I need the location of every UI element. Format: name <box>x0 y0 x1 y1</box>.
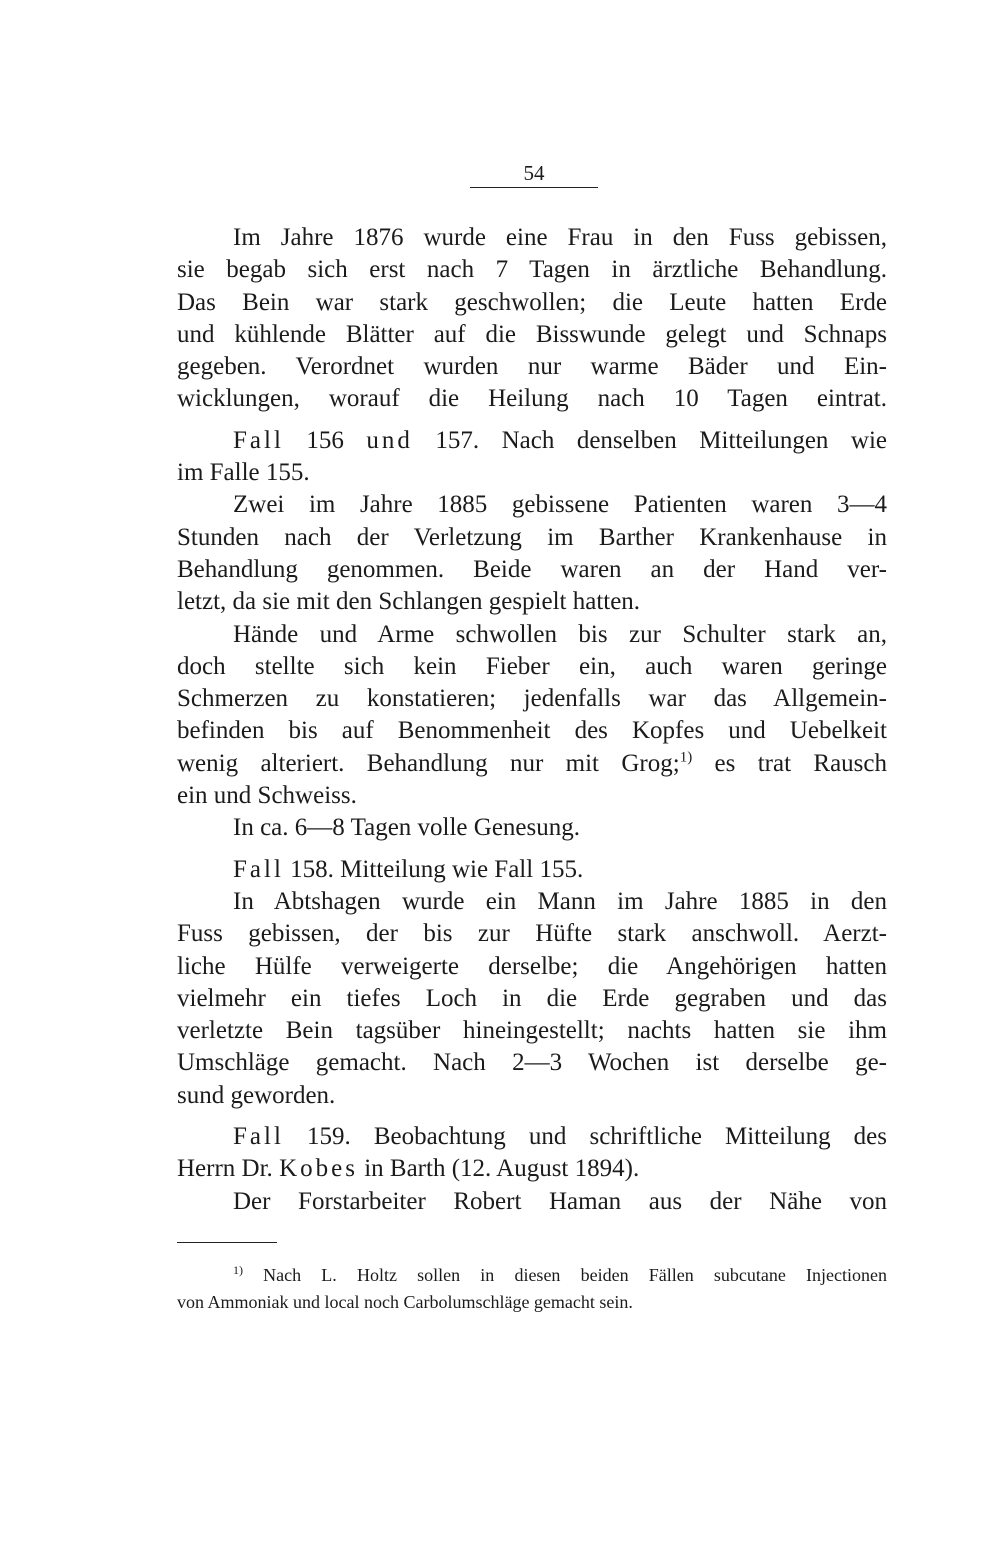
footnote-marker: 1) <box>679 749 693 766</box>
text-segment: befinden bis auf Benommenheit des Kopfes und Uebelkeit <box>177 717 887 745</box>
text-line <box>177 683 887 715</box>
text-segment: 157. Nach denselben Mitteilungen wie <box>412 426 887 454</box>
text-segment: doch stellte sich kein Fieber ein, auch waren geringe <box>177 652 887 680</box>
text-line <box>177 983 887 1015</box>
text-segment: Im Jahre 1876 wurde eine Frau in den Fuss gebissen, <box>233 224 887 251</box>
text-segment: in Barth (12. August 1894). <box>357 1155 640 1183</box>
text-segment: ein und Schweiss. <box>177 782 357 810</box>
spaced-text: und <box>366 426 413 454</box>
text-line <box>177 319 887 351</box>
spaced-text: Fall <box>233 1123 284 1151</box>
text-segment: Fuss gebissen, der bis zur Hüfte stark anschwoll. Aerzt- <box>177 920 887 948</box>
text-segment: letzt, da sie mit den Schlangen gespielt hatten. <box>177 588 641 616</box>
text-segment: Der Forstarbeiter Robert Haman aus der Nähe von <box>233 1187 887 1215</box>
text-segment: liche Hülfe verweigerte derselbe; die Angehörigen hatten <box>177 952 887 980</box>
text-segment: 156 <box>283 426 367 454</box>
text-segment: Hände und Arme schwollen bis zur Schulter stark an, <box>233 620 887 648</box>
text-line <box>177 489 887 521</box>
text-line <box>177 554 887 586</box>
text-segment: Umschläge gemacht. Nach 2—3 Wochen ist derselbe ge- <box>177 1049 887 1077</box>
text-segment: Behandlung genommen. Beide waren an der Hand ver- <box>177 555 887 583</box>
footnote-rule <box>177 1242 277 1243</box>
text-line <box>177 351 887 383</box>
text-line <box>177 886 887 918</box>
text-segment: und kühlende Blätter auf die Bisswunde gelegt und Schnaps <box>177 320 887 348</box>
text-segment: sund geworden. <box>177 1081 336 1109</box>
text-line <box>177 1015 887 1047</box>
footnote-marker: 1) <box>233 1263 243 1277</box>
text-segment: Stunden nach der Verletzung im Barther Krankenhause in <box>177 523 887 551</box>
text-segment: Herrn Dr. <box>177 1155 280 1183</box>
page-number-rule <box>470 187 598 188</box>
text-segment: 159. Beobachtung und schriftliche Mitteilung des <box>283 1123 887 1151</box>
text-line <box>177 287 887 319</box>
text-line <box>177 1121 887 1153</box>
text-segment: wicklungen, worauf die Heilung nach 10 Tagen eintrat. <box>177 385 887 413</box>
text-line <box>177 812 887 844</box>
text-line <box>177 1080 887 1112</box>
text-line <box>177 457 887 489</box>
text-line <box>177 951 887 983</box>
text-line <box>177 522 887 554</box>
text-line <box>177 1186 887 1218</box>
text-line <box>177 383 887 415</box>
text-line <box>177 748 887 780</box>
text-segment: sie begab sich erst nach 7 Tagen in ärztliche Behandlung. <box>177 256 887 284</box>
spaced-text: Fall <box>233 426 284 454</box>
paragraph-gap <box>177 1112 887 1121</box>
text-line <box>177 651 887 683</box>
text-segment: Zwei im Jahre 1885 gebissene Patienten waren 3—4 <box>233 491 887 519</box>
text-line <box>177 586 887 618</box>
text-segment: es trat Rausch <box>692 749 888 777</box>
text-segment: von Ammoniak und local noch Carbolumschläge gemacht sein. <box>177 1292 633 1312</box>
text-line <box>177 1047 887 1079</box>
text-line <box>177 918 887 950</box>
text-line <box>177 854 887 886</box>
spaced-text: Kobes <box>279 1155 358 1183</box>
text-segment: wenig alteriert. Behandlung nur mit Grog; <box>177 749 680 777</box>
text-segment: In Abtshagen wurde ein Mann im Jahre 1885 in den <box>233 887 887 915</box>
footnote-line <box>177 1262 887 1289</box>
text-line <box>177 425 887 457</box>
spaced-text: Fall <box>233 855 284 883</box>
text-segment: vielmehr ein tiefes Loch in die Erde gegraben und das <box>177 984 887 1012</box>
text-segment: 158. Mitteilung wie Fall 155. <box>283 855 584 883</box>
text-segment: im Falle 155. <box>177 459 310 487</box>
text-line <box>177 780 887 812</box>
footnote <box>177 1262 887 1316</box>
footnote-line <box>177 1289 887 1316</box>
text-line <box>177 254 887 286</box>
body-text <box>177 222 887 1218</box>
text-segment: verletzte Bein tagsüber hineingestellt; nachts hatten sie ihm <box>177 1017 887 1045</box>
text-line <box>177 1153 887 1185</box>
text-line <box>177 715 887 747</box>
page-number: 54 <box>523 161 545 185</box>
text-line <box>177 619 887 651</box>
text-segment: In ca. 6—8 Tagen volle Genesung. <box>233 814 580 842</box>
paragraph-gap <box>177 845 887 854</box>
text-segment: gegeben. Verordnet wurden nur warme Bäder und Ein- <box>177 353 887 381</box>
text-line <box>177 222 887 254</box>
text-segment: Schmerzen zu konstatieren; jedenfalls war das Allgemein- <box>177 685 887 713</box>
text-segment: Das Bein war stark geschwollen; die Leute hatten Erde <box>177 288 887 316</box>
paragraph-gap <box>177 416 887 425</box>
text-segment: Nach L. Holtz sollen in diesen beiden Fällen subcutane Injectionen <box>243 1265 887 1285</box>
